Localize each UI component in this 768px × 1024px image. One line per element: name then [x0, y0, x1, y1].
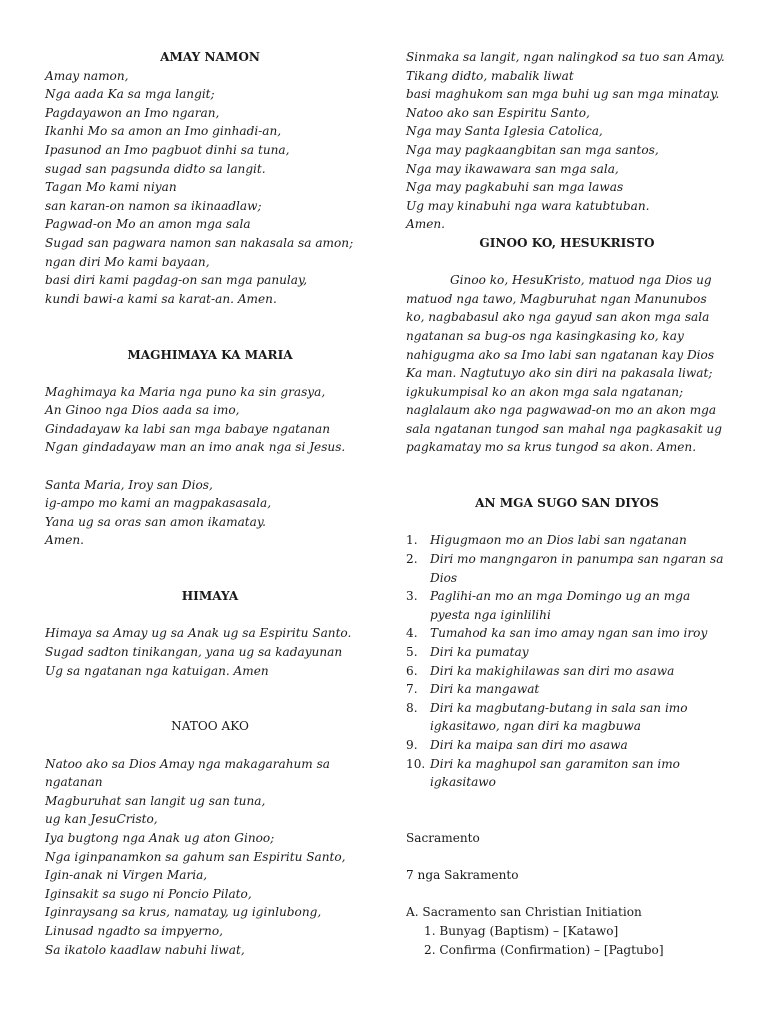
prayer-line: Linusad ngadto sa impyerno,	[45, 923, 223, 938]
prayer-line: ig-ampo mo kami an magpakasasala,	[45, 496, 272, 511]
sugo-heading: AN MGA SUGO SAN DIYOS	[475, 496, 659, 511]
prayer-line: An Ginoo nga Dios aada sa imo,	[45, 403, 240, 418]
prayer-line: Iginsakit sa sugo ni Poncio Pilato,	[45, 886, 252, 901]
list-number: 7.	[406, 682, 418, 697]
list-text: Diri ka pumatay	[430, 645, 529, 659]
prayer-line: Pagdayawon an Imo ngaran,	[45, 105, 220, 120]
prayer-line: Natoo ako sa Dios Amay nga makagarahum sa	[45, 756, 331, 771]
prayer-line: Amay namon,	[45, 68, 129, 83]
list-text: Higugmaon mo an Dios labi san ngatanan	[430, 533, 687, 548]
prayer-line: Ug sa ngatanan nga katuigan. Amen	[45, 663, 269, 678]
prayer-line: Nga aada Ka sa mga langit;	[45, 87, 215, 102]
prayer-line: Gindadayaw ka labi san mga babaye ngatanan	[45, 421, 331, 436]
prayer-line: Nga may Santa Iglesia Catolica,	[406, 124, 603, 139]
list-number: 6.	[406, 663, 418, 678]
list-text: Diri ka makighilawas san diri mo asawa	[430, 663, 675, 678]
prayer-line: Sugad san pagwara namon san nakasala sa amon;	[45, 235, 354, 250]
prayer-line: Tagan Mo kami niyan	[45, 180, 177, 195]
prayer-line: Iya bugtong nga Anak ug aton Ginoo;	[45, 830, 275, 845]
natoo-ako-prayer-part-2	[406, 48, 728, 234]
list-item	[406, 624, 728, 643]
prayer-line: Nga may pagkabuhi san mga lawas	[406, 180, 624, 195]
prayer-line: Amen.	[406, 217, 445, 232]
prayer-line: Sa ikatolo kaadlaw nabuhi liwat,	[45, 942, 245, 957]
commandments-list	[406, 531, 728, 791]
list-item	[406, 662, 728, 681]
prayer-line: ug kan JesuCristo,	[45, 812, 158, 827]
prayer-line: Nga may pagkaangbitan san mga santos,	[406, 142, 659, 157]
ginoo-ko-paragraph: Ginoo ko, HesuKristo, matuod nga Dios ug matuod nga tawo, Magburuhat ngan Manunubos ko, nagbabasul ako nga gayud san akon mga sala ngatanan sa bug-os nga kasingkasing ko, kay nahigugma ako sa Imo labi san ngatanan kay Dios Ka man. Nagtutuyo ako sin diri na pakasala liwat; igkukumpisal ko an akon mga sala ngatanan; naglalaum ako nga pagwawad-on mo an akon mga sala ngatanan tungod san mahal nga pagkasakit ug pagkamatay mo sa krus tungod sa akon. Amen.	[406, 273, 722, 455]
list-text: Paglihi-an mo an mga Domingo ug an mga pyesta nga iginlilihi	[430, 589, 691, 622]
maghimaya-heading: MAGHIMAYA KA MARIA	[127, 347, 293, 362]
prayer-line: ngan diri Mo kami bayaan,	[45, 254, 210, 269]
list-text: Diri ka maghupol san garamiton san imo igkasitawo	[430, 756, 680, 790]
prayer-line: kundi bawi-a kami sa karat-an. Amen.	[45, 291, 277, 306]
list-text: Diri mo mangngaron in panumpa san ngaran sa Dios	[430, 552, 724, 585]
prayer-line: Ipasunod an Imo pagbuot dinhi sa tuna,	[45, 142, 290, 157]
prayer-line: Natoo ako san Espiritu Santo,	[406, 105, 590, 120]
maghimaya-stanza-2	[45, 476, 375, 550]
list-item	[406, 531, 728, 550]
prayer-line: sugad san pagsunda didto sa langit.	[45, 161, 266, 176]
right-column	[406, 48, 728, 959]
amay-namon-heading: AMAY NAMON	[160, 50, 260, 64]
list-item	[406, 736, 728, 755]
prayer-line: ngatanan	[45, 775, 103, 790]
list-item	[406, 550, 728, 587]
natoo-ako-heading: NATOO AKO	[171, 719, 249, 734]
prayer-line: Nga iginpanamkon sa gahum san Espiritu Santo,	[45, 849, 346, 864]
list-item: 2. Confirma (Confirmation) – [Pagtubo]	[424, 942, 664, 957]
list-text: Tumahod ka san imo amay ngan san imo iroy	[430, 626, 708, 641]
prayer-line: Igin-anak ni Virgen Maria,	[45, 868, 208, 883]
prayer-line: Sugad sadton tinikangan, yana ug sa kadayunan	[45, 645, 343, 659]
list-item	[406, 587, 728, 624]
prayer-line: Pagwad-on Mo an amon mga sala	[45, 217, 251, 232]
list-number: 10.	[406, 756, 426, 771]
prayer-line: basi maghukom san mga buhi ug san mga minatay.	[406, 87, 720, 102]
list-number: 8.	[406, 700, 418, 715]
list-number: 9.	[406, 737, 418, 752]
amay-namon-prayer	[45, 67, 375, 309]
prayer-line: Maghimaya ka Maria nga puno ka sin grasya,	[45, 384, 326, 399]
sacramento-section-a: A. Sacramento san Christian Initiation	[406, 905, 642, 920]
prayer-line: Ngan gindadayaw man an imo anak nga si Jesus.	[45, 440, 346, 455]
prayer-line: Magburuhat san langit ug san tuna,	[45, 793, 266, 808]
prayer-line: san karan-on namon sa ikinaadlaw;	[45, 198, 262, 213]
list-item: 1. Bunyag (Baptism) – [Katawo]	[424, 923, 619, 938]
prayer-line: Iginraysang sa krus, namatay, ug iginlubong,	[45, 905, 322, 920]
list-item	[406, 755, 728, 792]
prayer-line: Amen.	[45, 533, 84, 548]
list-text: Diri ka maipa san diri mo asawa	[430, 737, 628, 752]
prayer-line: Ikanhi Mo sa amon an Imo ginhadi-an,	[45, 124, 282, 139]
prayer-line: Yana ug sa oras san amon ikamatay.	[45, 514, 266, 529]
list-text: Diri ka magbutang-butang in sala san imo igkasitawo, ngan diri ka magbuwa	[430, 700, 688, 734]
himaya-heading: HIMAYA	[181, 589, 239, 604]
ginoo-ko-heading: GINOO KO, HESUKRISTO	[479, 235, 655, 250]
prayer-line: Ug may kinabuhi nga wara katubtuban.	[406, 198, 650, 213]
list-number: 2.	[406, 552, 418, 567]
himaya-prayer	[45, 624, 375, 680]
sacramento-heading: Sacramento	[406, 830, 480, 845]
list-item	[406, 699, 728, 736]
list-item	[406, 680, 728, 699]
prayer-line: Himaya sa Amay ug sa Anak ug sa Espiritu Santo.	[45, 626, 352, 641]
prayer-line: Sinmaka sa langit, ngan nalingkod sa tuo san Amay.	[406, 50, 725, 64]
natoo-ako-prayer-part-1	[45, 755, 375, 960]
list-number: 4.	[406, 626, 418, 641]
prayer-line: Santa Maria, Iroy san Dios,	[45, 477, 213, 492]
prayer-line: Nga may ikawawara san mga sala,	[406, 161, 619, 176]
list-number: 3.	[406, 589, 418, 604]
prayer-line: basi diri kami pagdag-on san mga panulay,	[45, 273, 308, 288]
list-number: 1.	[406, 533, 418, 548]
left-column	[45, 48, 375, 959]
maghimaya-stanza-1	[45, 383, 375, 457]
list-number: 5.	[406, 645, 418, 659]
sacramento-subtitle: 7 nga Sakramento	[406, 868, 519, 883]
list-item	[406, 643, 728, 662]
list-text: Diri ka mangawat	[430, 682, 540, 697]
prayer-line: Tikang didto, mabalik liwat	[406, 68, 574, 83]
